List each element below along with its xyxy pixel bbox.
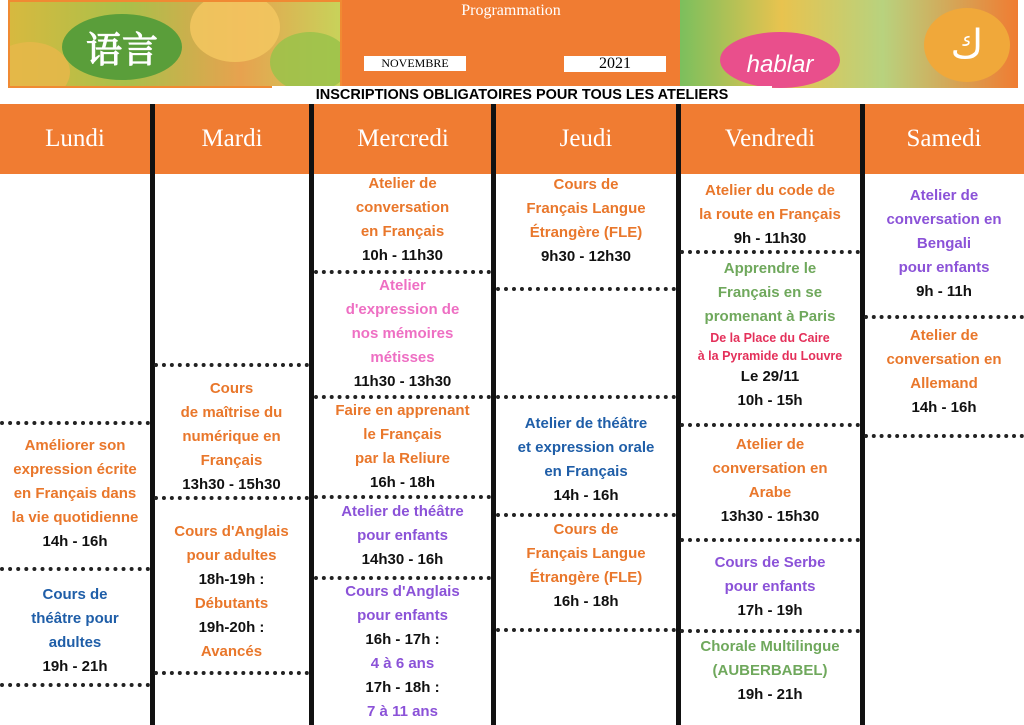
year-label: 2021 bbox=[564, 56, 666, 72]
event-jeudi-theatre: Atelier de théâtre et expression orale en Français 14h - 16h bbox=[517, 415, 655, 504]
event-vendredi-chorale: Chorale Multilingue (AUBERBABEL) 19h - 21h bbox=[700, 638, 840, 703]
event-vendredi-serbe: Cours de Serbe pour enfants 17h - 19h bbox=[714, 554, 826, 619]
slot-divider bbox=[0, 683, 150, 687]
event-lundi-theatre: Cours de théâtre pour adultes 19h - 21h bbox=[31, 586, 119, 675]
slot-divider bbox=[680, 423, 860, 427]
arabic-letter-icon: ك bbox=[924, 8, 1010, 82]
event-mercredi-reliure: Faire en apprenant le Français par la Reliure 16h - 18h bbox=[335, 402, 470, 491]
event-mercredi-conversation: Atelier de conversation en Français 10h - 11h30 bbox=[355, 175, 450, 264]
banner-title-area bbox=[342, 0, 680, 88]
slot-divider bbox=[0, 567, 150, 571]
hablar-logo: hablar bbox=[720, 32, 840, 88]
slot-divider bbox=[0, 421, 150, 425]
event-mardi-anglais: Cours d'Anglais pour adultes 18h-19h : Débutants 19h-20h : Avancés bbox=[174, 523, 289, 660]
slot-divider bbox=[496, 513, 676, 517]
day-header-vendredi: Vendredi bbox=[680, 104, 860, 174]
event-mercredi-anglais: Cours d'Anglais pour enfants 16h - 17h : 4 à 6 ans 17h - 18h : 7 à 11 ans bbox=[345, 583, 460, 720]
event-jeudi-fle-apresmidi: Cours de Français Langue Étrangère (FLE) 16h - 18h bbox=[526, 521, 646, 610]
slot-divider bbox=[496, 628, 676, 632]
event-lundi-ecriture: Améliorer son expression écrite en Français dans la vie quotidienne 14h - 16h bbox=[11, 437, 139, 550]
event-vendredi-arabe: Atelier de conversation en Arabe 13h30 - 15h30 bbox=[712, 436, 828, 525]
slot-divider bbox=[680, 538, 860, 542]
page-title: Programmation bbox=[461, 2, 561, 19]
slot-divider bbox=[864, 434, 1024, 438]
event-mercredi-memoires: Atelier d'expression de nos mémoires métisses 11h30 - 13h30 bbox=[345, 277, 460, 390]
slot-divider bbox=[864, 315, 1024, 319]
event-samedi-bengali: Atelier de conversation en Bengali pour enfants 9h - 11h bbox=[886, 187, 1002, 300]
slot-divider bbox=[496, 395, 676, 399]
slot-divider bbox=[154, 363, 309, 367]
slot-divider bbox=[314, 495, 491, 499]
event-vendredi-promenade: Apprendre le Français en se promenant à Paris De la Place du Caire à la Pyramide du Louvre Le 29/11 10h - 15h bbox=[697, 260, 843, 409]
slot-divider bbox=[496, 287, 676, 291]
day-header-samedi: Samedi bbox=[864, 104, 1024, 174]
event-jeudi-fle-matin: Cours de Français Langue Étrangère (FLE) 9h30 - 12h30 bbox=[526, 176, 646, 265]
event-vendredi-code-route: Atelier du code de la route en Français 9h - 11h30 bbox=[699, 182, 841, 247]
banner-left-image bbox=[8, 0, 342, 88]
day-header-lundi: Lundi bbox=[0, 104, 150, 174]
slot-divider bbox=[154, 671, 309, 675]
month-label: NOVEMBRE bbox=[364, 56, 466, 71]
banner-right-image bbox=[680, 0, 1018, 88]
event-samedi-allemand: Atelier de conversation en Allemand 14h - 16h bbox=[886, 327, 1002, 416]
day-header-mardi: Mardi bbox=[154, 104, 310, 174]
day-header-mercredi: Mercredi bbox=[314, 104, 492, 174]
chinese-language-logo: 语言 bbox=[62, 14, 182, 80]
day-header-jeudi: Jeudi bbox=[496, 104, 676, 174]
event-mercredi-theatre: Atelier de théâtre pour enfants 14h30 - 16h bbox=[341, 503, 464, 568]
event-mardi-numerique: Cours de maîtrise du numérique en Français 13h30 - 15h30 bbox=[180, 380, 283, 493]
slot-divider bbox=[680, 629, 860, 633]
registration-notice: INSCRIPTIONS OBLIGATOIRES POUR TOUS LES ATELIERS bbox=[272, 86, 772, 104]
